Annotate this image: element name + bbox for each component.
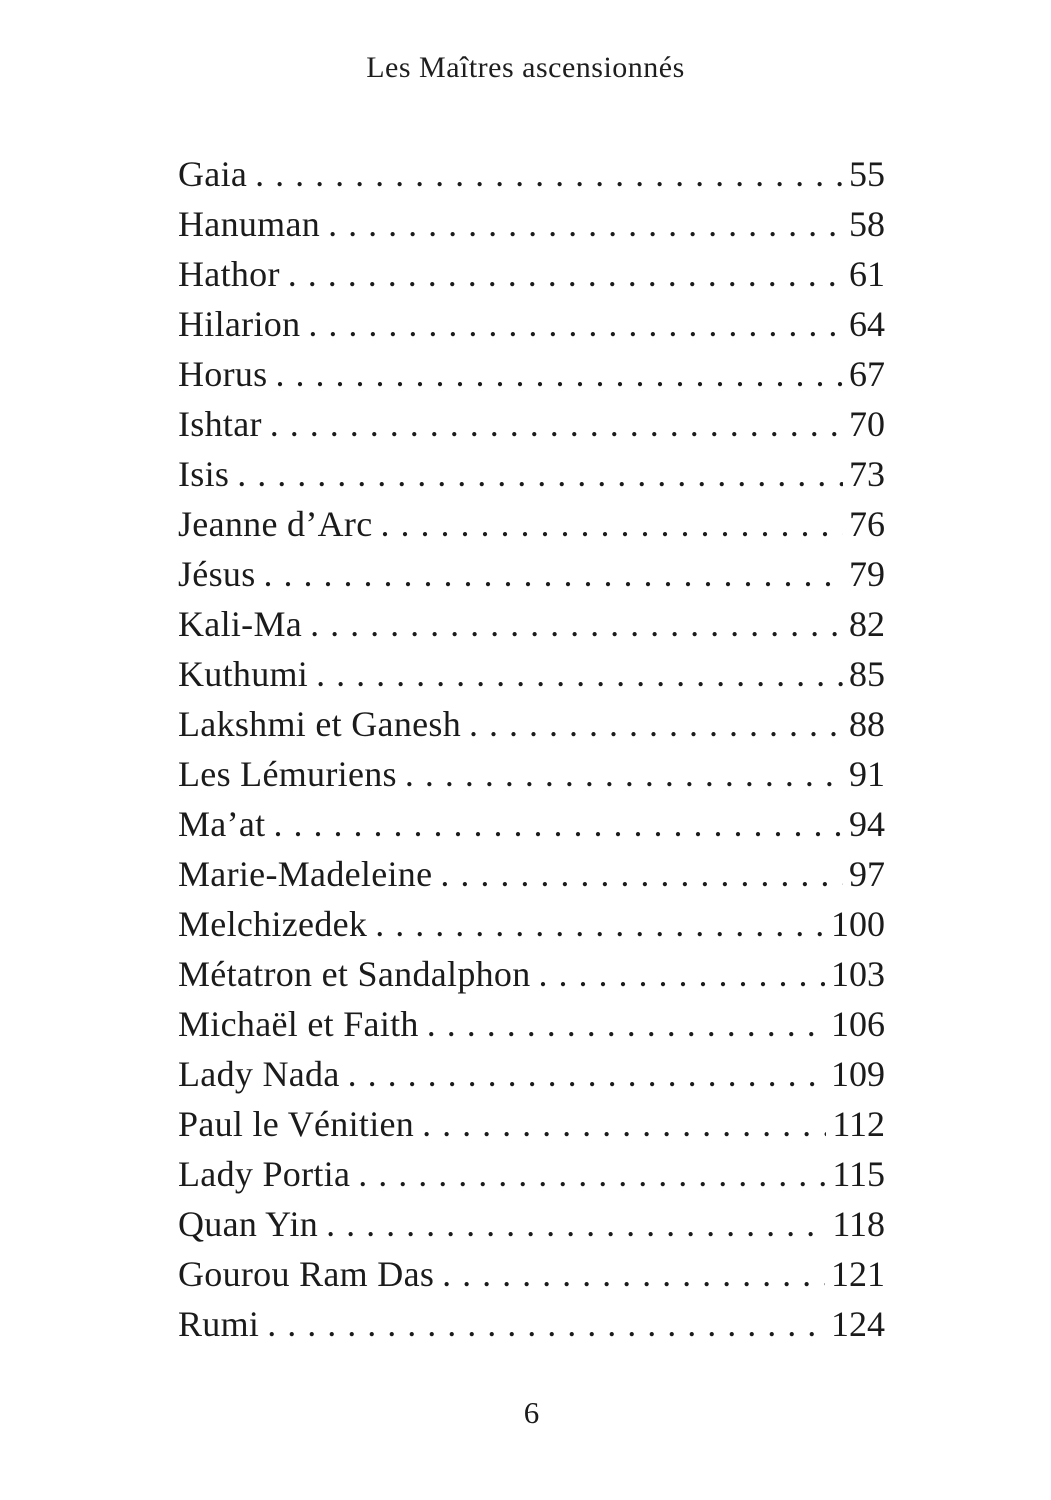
toc-entry-page-number: 55 xyxy=(849,154,885,194)
toc-entry xyxy=(178,1099,885,1149)
toc-entry-label: Kuthumi xyxy=(178,654,309,694)
toc-entry-page-number: 109 xyxy=(831,1054,885,1094)
toc-entry xyxy=(178,899,885,949)
toc-entry-page-number: 73 xyxy=(849,454,885,494)
toc-entry-page-number: 94 xyxy=(849,804,885,844)
toc-entry-label: Ma’at xyxy=(178,804,266,844)
toc-entry xyxy=(178,1249,885,1299)
toc-entry-label: Hilarion xyxy=(178,304,301,344)
toc-entry xyxy=(178,649,885,699)
toc-entry-page-number: 103 xyxy=(831,954,885,994)
dot-leader xyxy=(318,1199,826,1249)
dot-leader xyxy=(229,449,843,499)
toc-entry xyxy=(178,799,885,849)
dot-leader xyxy=(340,1049,825,1099)
toc-entry xyxy=(178,749,885,799)
dot-leader xyxy=(308,649,843,699)
dot-leader xyxy=(262,399,843,449)
toc-entry-label: Quan Yin xyxy=(178,1204,319,1244)
toc-entry-page-number: 76 xyxy=(849,504,885,544)
toc-entry xyxy=(178,849,885,899)
dot-leader xyxy=(268,349,844,399)
dot-leader xyxy=(397,749,843,799)
toc-entry xyxy=(178,699,885,749)
dot-leader xyxy=(320,199,843,249)
dot-leader xyxy=(434,1249,825,1299)
toc-entry-label: Métatron et Sandalphon xyxy=(178,954,531,994)
toc-entry-page-number: 97 xyxy=(849,854,885,894)
toc-entry-label: Kali-Ma xyxy=(178,604,303,644)
toc-entry-page-number: 70 xyxy=(849,404,885,444)
dot-leader xyxy=(256,549,843,599)
toc-entry xyxy=(178,1149,885,1199)
toc-entry-label: Marie-Madeleine xyxy=(178,854,433,894)
toc-entry xyxy=(178,1049,885,1099)
toc-entry-label: Ishtar xyxy=(178,404,262,444)
toc-entry xyxy=(178,199,885,249)
folio-page-number: 6 xyxy=(523,1395,540,1430)
toc-entry-label: Hathor xyxy=(178,254,280,294)
toc-entry-label: Michaël et Faith xyxy=(178,1004,419,1044)
dot-leader xyxy=(367,899,825,949)
toc-entry xyxy=(178,949,885,999)
dot-leader xyxy=(373,499,844,549)
toc-entry-label: Lady Nada xyxy=(178,1054,340,1094)
dot-leader xyxy=(259,1299,825,1349)
toc-entry-page-number: 64 xyxy=(849,304,885,344)
dot-leader xyxy=(300,299,843,349)
dot-leader xyxy=(414,1099,826,1149)
toc-entry-page-number: 121 xyxy=(831,1254,885,1294)
toc-entry-label: Les Lémuriens xyxy=(178,754,397,794)
toc-entry xyxy=(178,449,885,499)
dot-leader xyxy=(432,849,843,899)
toc-entry-label: Rumi xyxy=(178,1304,260,1344)
dot-leader xyxy=(265,799,843,849)
toc-entry xyxy=(178,249,885,299)
toc-entry-label: Horus xyxy=(178,354,268,394)
toc-entry xyxy=(178,1299,885,1349)
toc-entry-page-number: 106 xyxy=(831,1004,885,1044)
dot-leader xyxy=(350,1149,826,1199)
toc-entry-page-number: 88 xyxy=(849,704,885,744)
toc-entry-label: Melchizedek xyxy=(178,904,368,944)
toc-entry-page-number: 79 xyxy=(849,554,885,594)
dot-leader xyxy=(461,699,843,749)
toc-entry xyxy=(178,349,885,399)
toc-entry-page-number: 100 xyxy=(831,904,885,944)
toc-entry-label: Gaia xyxy=(178,154,248,194)
toc-entry-page-number: 61 xyxy=(849,254,885,294)
toc-entry-page-number: 58 xyxy=(849,204,885,244)
page-footer xyxy=(178,1397,885,1429)
toc-entry-page-number: 115 xyxy=(832,1154,885,1194)
toc-entry-page-number: 67 xyxy=(849,354,885,394)
toc-entry-label: Hanuman xyxy=(178,204,321,244)
page-header xyxy=(0,0,1051,86)
toc-entry-page-number: 82 xyxy=(849,604,885,644)
toc-entry-label: Gourou Ram Das xyxy=(178,1254,435,1294)
dot-leader xyxy=(419,999,825,1049)
dot-leader xyxy=(247,149,843,199)
toc-entry-page-number: 112 xyxy=(832,1104,885,1144)
toc-entry xyxy=(178,599,885,649)
toc-entry xyxy=(178,999,885,1049)
toc-entry-page-number: 85 xyxy=(849,654,885,694)
table-of-contents xyxy=(178,149,885,1349)
dot-leader xyxy=(302,599,843,649)
toc-entry xyxy=(178,399,885,449)
toc-entry xyxy=(178,1199,885,1249)
toc-entry-label: Lady Portia xyxy=(178,1154,351,1194)
toc-entry-label: Jeanne d’Arc xyxy=(178,504,373,544)
toc-entry xyxy=(178,149,885,199)
toc-entry-page-number: 124 xyxy=(831,1304,885,1344)
toc-entry-page-number: 118 xyxy=(832,1204,885,1244)
toc-entry-label: Lakshmi et Ganesh xyxy=(178,704,462,744)
toc-entry-label: Jésus xyxy=(178,554,256,594)
dot-leader xyxy=(280,249,843,299)
toc-entry-page-number: 91 xyxy=(849,754,885,794)
dot-leader xyxy=(531,949,825,999)
toc-entry-label: Isis xyxy=(178,454,230,494)
toc-entry xyxy=(178,549,885,599)
toc-entry xyxy=(178,499,885,549)
toc-entry xyxy=(178,299,885,349)
running-head-title: Les Maîtres ascensionnés xyxy=(366,51,685,84)
toc-entry-label: Paul le Vénitien xyxy=(178,1104,415,1144)
